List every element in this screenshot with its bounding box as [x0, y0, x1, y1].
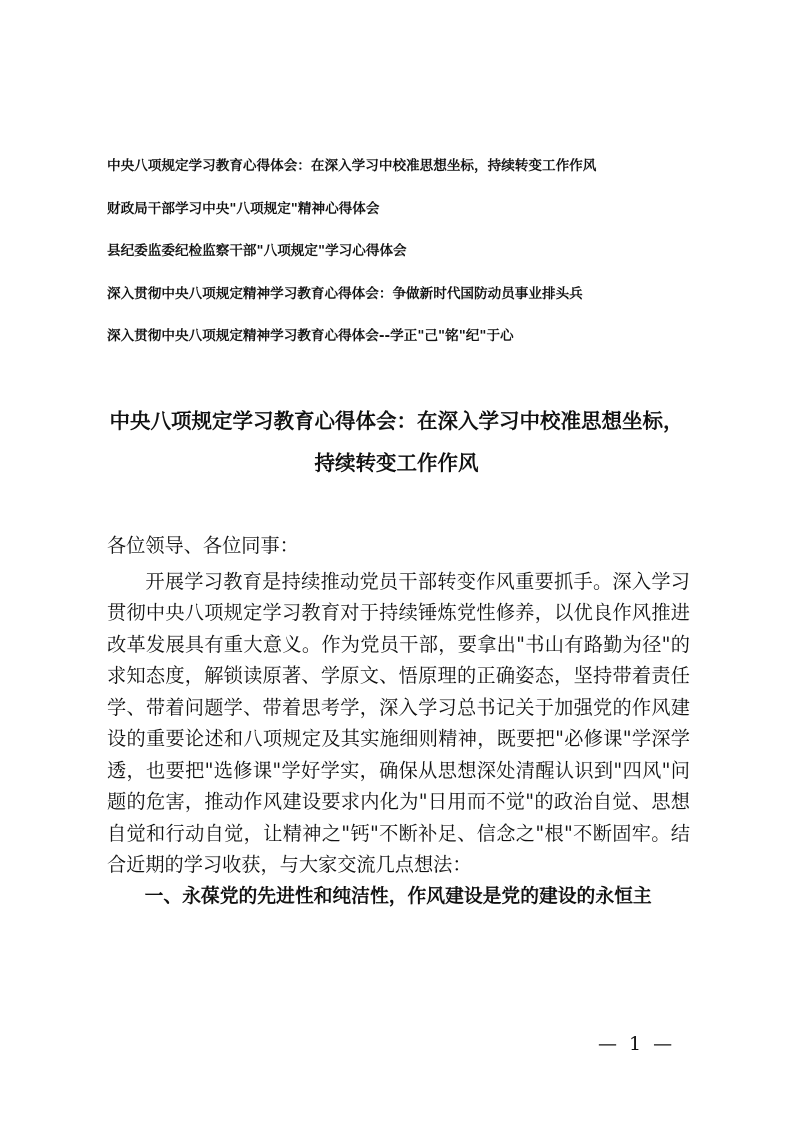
toc-item[interactable]: 深入贯彻中央八项规定精神学习教育心得体会：争做新时代国防动员事业排头兵	[107, 285, 583, 302]
page-number: — 1 —	[598, 1033, 676, 1055]
toc-item[interactable]: 县纪委监委纪检监察干部"八项规定"学习心得体会	[107, 243, 407, 260]
body-paragraph: 开展学习教育是持续推动党员干部转变作风重要抓手。深入学习贯彻中央八项规定学习教育对于持续锤炼党性修养，以优良作风推进改革发展具有重大意义。作为党员干部，要拿出"书山有路勤为径"的求知态度，解锁读原著、学原文、悟原理的正确姿态，坚持带着责任学、带着问题学、带着思考学，深入学习总书记关于加强党的作风建设的重要论述和八项规定及其实施细则精神，既要把"必修课"学深学透，也要把"选修课"学好学实，确保从思想深处清醒认识到"四风"问题的危害，推动作风建设要求内化为"日用而不觉"的政治自觉、思想自觉和行动自觉，让精神之"钙"不断补足、信念之"根"不断固牢。结合近期的学习收获，与大家交流几点想法：	[107, 569, 690, 876]
section-heading: 一、永葆党的先进性和纯洁性，作风建设是党的建设的永恒主	[144, 885, 652, 907]
toc-item[interactable]: 财政局干部学习中央"八项规定"精神心得体会	[107, 200, 380, 217]
article-body	[107, 530, 690, 912]
greeting: 各位领导、各位同事：	[107, 534, 299, 557]
article-title: 中央八项规定学习教育心得体会：在深入学习中校准思想坐标，持续转变工作作风	[109, 409, 684, 475]
toc-item[interactable]: 深入贯彻中央八项规定精神学习教育心得体会--学正"己"铭"纪"于心	[107, 328, 514, 345]
toc-item[interactable]: 中央八项规定学习教育心得体会：在深入学习中校准思想坐标，持续转变工作作风	[107, 158, 597, 174]
table-of-contents	[107, 158, 697, 371]
